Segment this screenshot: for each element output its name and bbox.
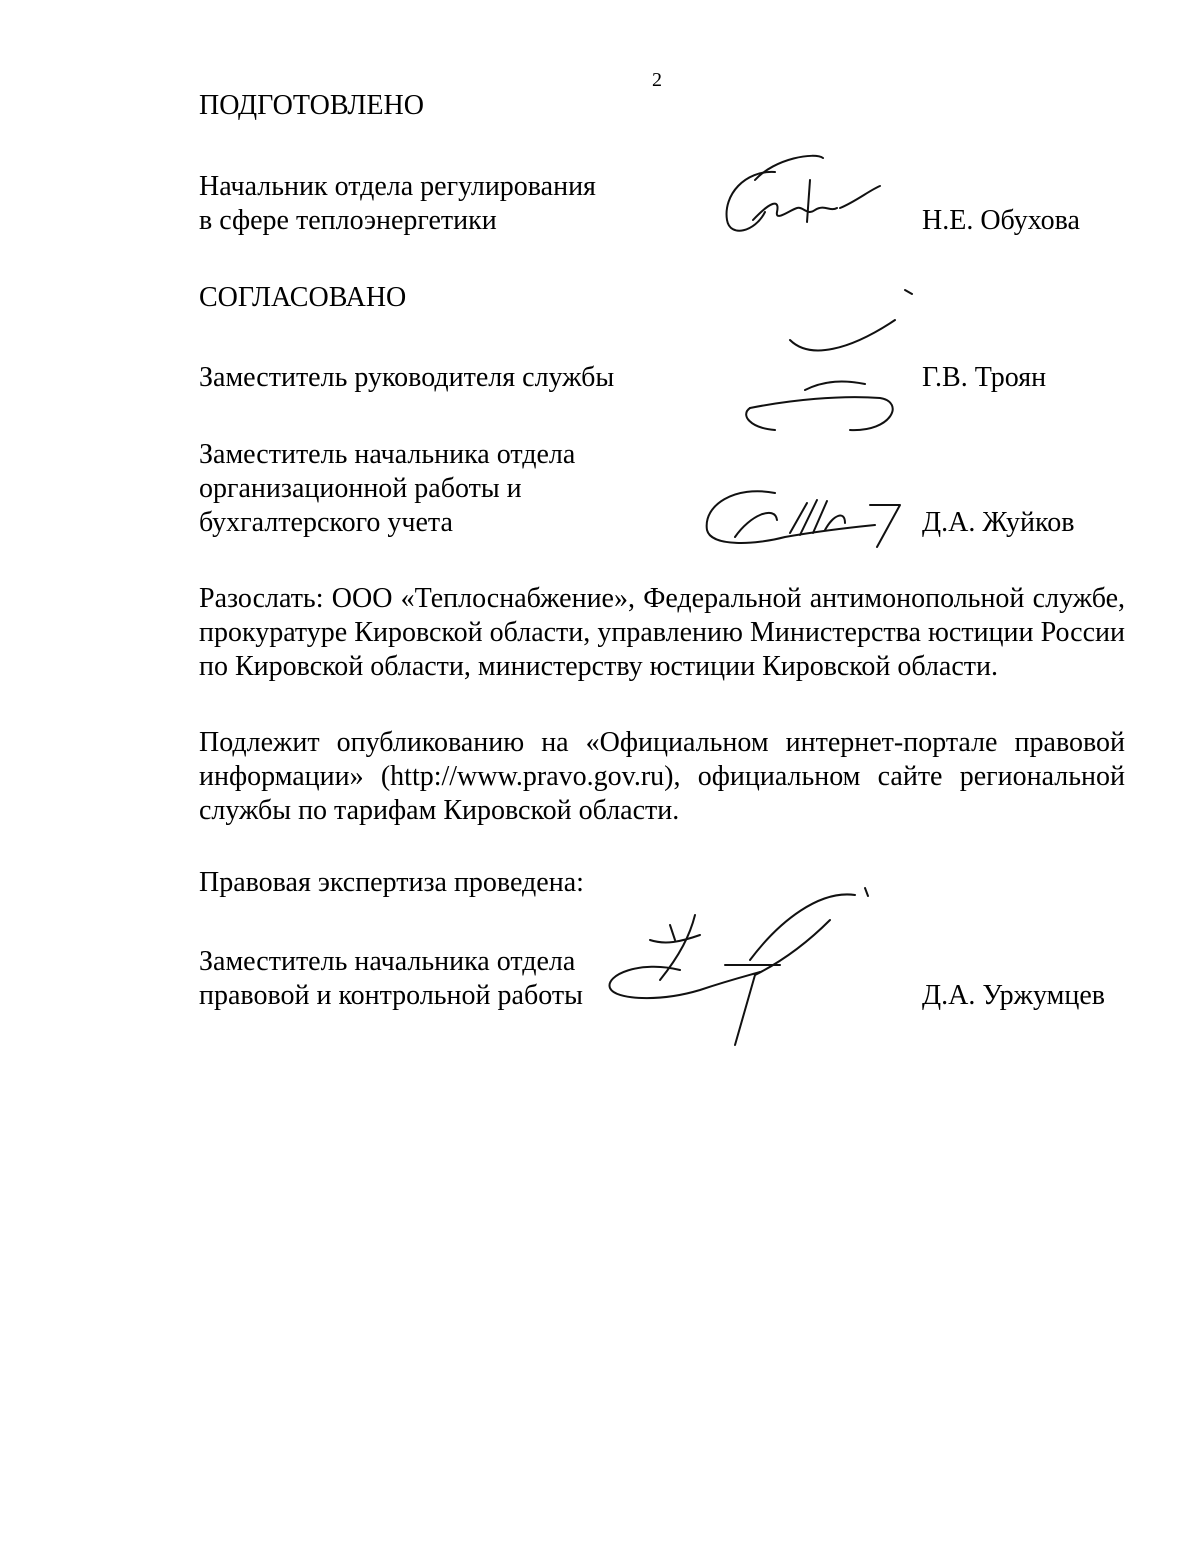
prepared-name: Н.Е. Обухова: [922, 205, 1080, 236]
legal-review-position-line-1: Заместитель начальника отдела: [199, 946, 576, 977]
legal-review-heading: Правовая экспертиза проведена:: [199, 867, 584, 898]
signature-troyan: [730, 280, 930, 445]
signature-zhuykov: [695, 475, 915, 555]
publication-line-2: информации» (http://www.pravo.gov.ru), официальном сайте региональной: [199, 761, 1125, 792]
signature-obukhova: [715, 150, 895, 245]
page-number: 2: [652, 69, 662, 91]
legal-review-name: Д.А. Уржумцев: [922, 980, 1106, 1011]
agreed-signer-2-position-line-1: Заместитель начальника отдела: [199, 439, 576, 470]
distribution-line-1: Разослать: ООО «Теплоснабжение», Федеральной антимонопольной службе,: [199, 583, 1125, 614]
agreed-signer-1-position: Заместитель руководителя службы: [199, 362, 615, 393]
distribution-paragraph: [199, 582, 1125, 684]
distribution-line-2: прокуратуре Кировской области, управлению Министерства юстиции России: [199, 617, 1125, 648]
agreed-signer-1-name: Г.В. Троян: [922, 362, 1047, 393]
distribution-line-3: по Кировской области, министерству юстиции Кировской области.: [199, 651, 999, 682]
agreed-signer-2-position-line-3: бухгалтерского учета: [199, 507, 453, 538]
agreed-signer-2-position-line-2: организационной работы и: [199, 473, 522, 504]
prepared-position-line-1: Начальник отдела регулирования: [199, 171, 596, 202]
legal-review-position-line-2: правовой и контрольной работы: [199, 980, 583, 1011]
publication-line-1: Подлежит опубликованию на «Официальном интернет-портале правовой: [199, 727, 1125, 758]
agreed-heading: СОГЛАСОВАНО: [199, 282, 407, 313]
prepared-position-line-2: в сфере теплоэнергетики: [199, 205, 497, 236]
signature-urzhumtsev: [600, 880, 890, 1050]
publication-paragraph: [199, 726, 1125, 828]
prepared-heading: ПОДГОТОВЛЕНО: [199, 90, 424, 121]
publication-line-3: службы по тарифам Кировской области.: [199, 795, 680, 826]
agreed-signer-2-name: Д.А. Жуйков: [922, 507, 1075, 538]
